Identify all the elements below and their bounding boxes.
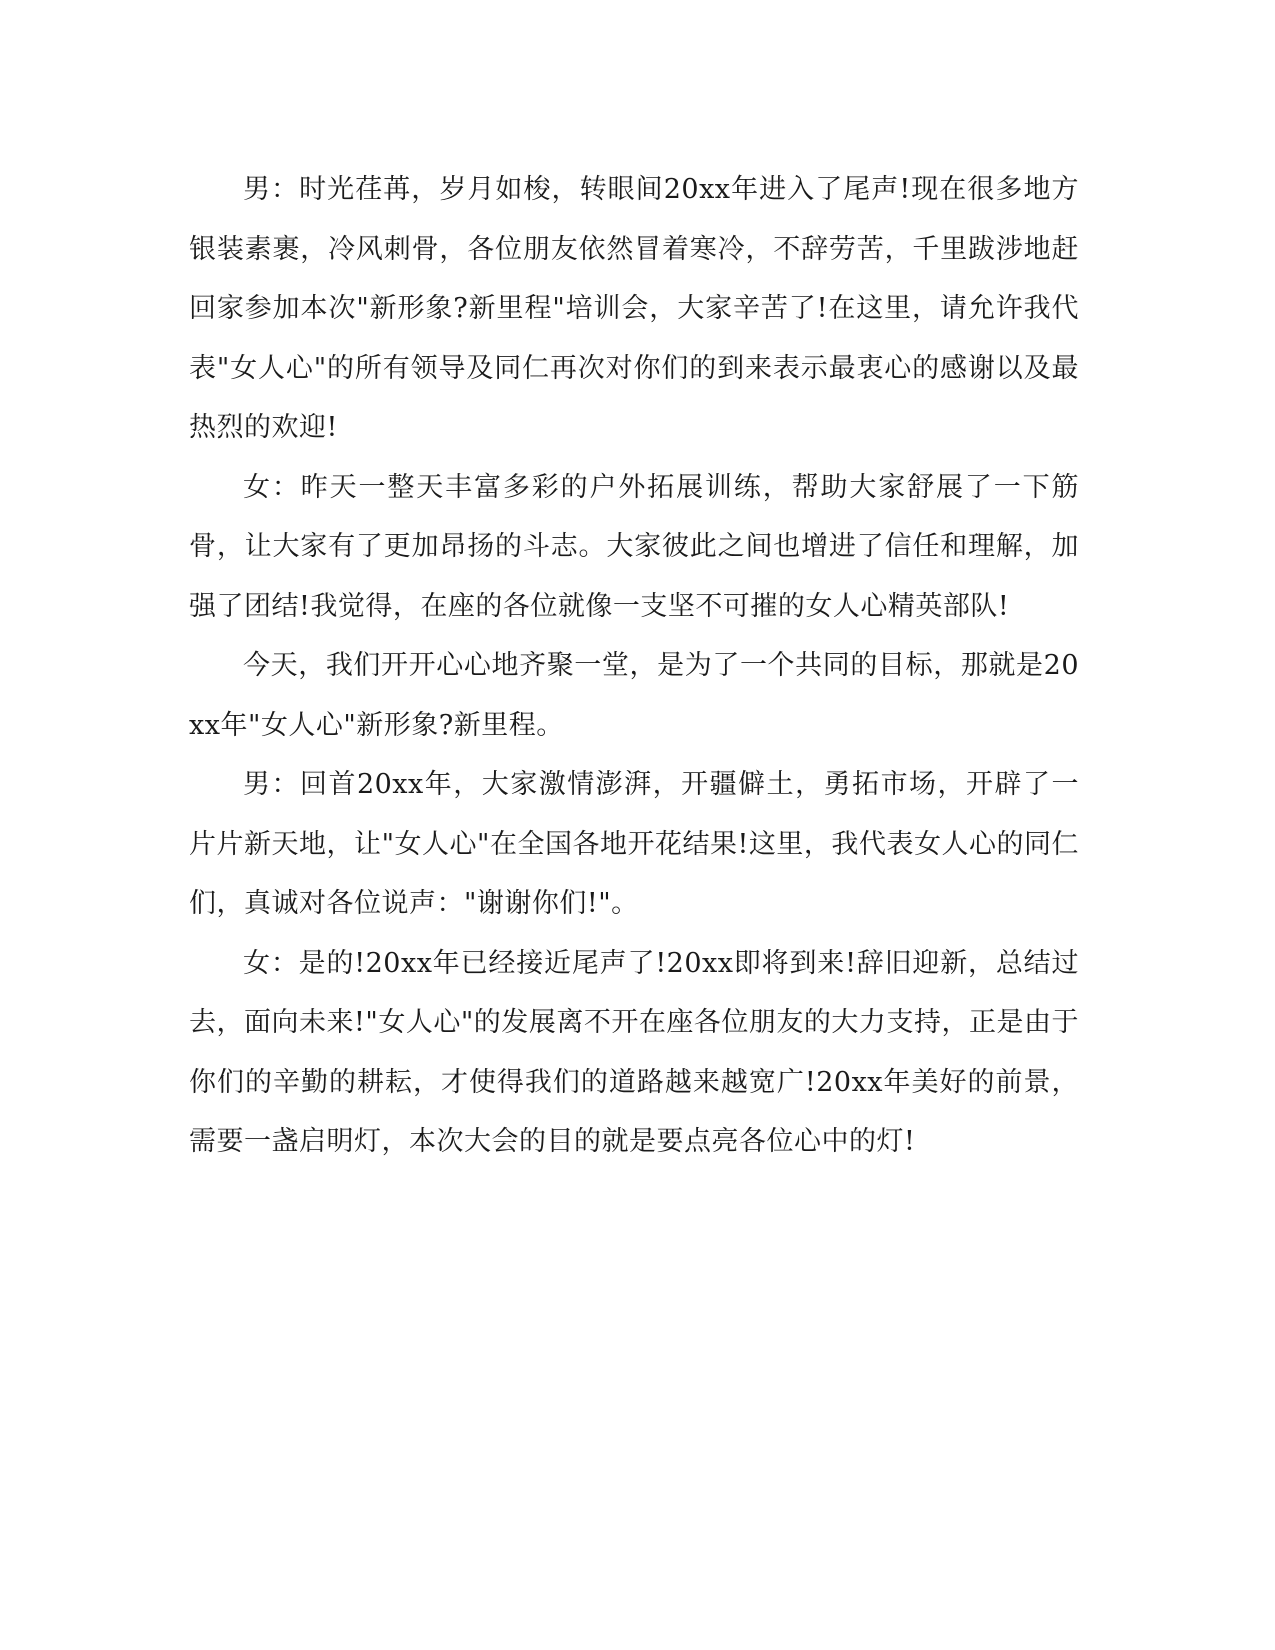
document-body bbox=[189, 160, 1079, 1172]
paragraph-3: 今天，我们开开心心地齐聚一堂，是为了一个共同的目标，那就是20xx年"女人心"新形象?新里程。 bbox=[189, 650, 1079, 741]
paragraph-4: 男：回首20xx年，大家激情澎湃，开疆僻土，勇拓市场，开辟了一片片新天地，让"女人心"在全国各地开花结果!这里，我代表女人心的同仁们，真诚对各位说声："谢谢你们!"。 bbox=[189, 769, 1079, 919]
paragraph-1: 男：时光荏苒，岁月如梭，转眼间20xx年进入了尾声!现在很多地方银装素裹，冷风刺骨，各位朋友依然冒着寒冷，不辞劳苦，千里跋涉地赶回家参加本次"新形象?新里程"培训会，大家辛苦了!在这里，请允许我代表"女人心"的所有领导及同仁再次对你们的到来表示最衷心的感谢以及最热烈的欢迎! bbox=[189, 174, 1079, 443]
paragraph-5: 女：是的!20xx年已经接近尾声了!20xx即将到来!辞旧迎新，总结过去，面向未来!"女人心"的发展离不开在座各位朋友的大力支持，正是由于你们的辛勤的耕耘，才使得我们的道路越来越宽广!20xx年美好的前景，需要一盏启明灯，本次大会的目的就是要点亮各位心中的灯! bbox=[189, 947, 1079, 1157]
paragraph-2: 女：昨天一整天丰富多彩的户外拓展训练，帮助大家舒展了一下筋骨，让大家有了更加昂扬的斗志。大家彼此之间也增进了信任和理解，加强了团结!我觉得，在座的各位就像一支坚不可摧的女人心精英部队! bbox=[189, 471, 1079, 622]
